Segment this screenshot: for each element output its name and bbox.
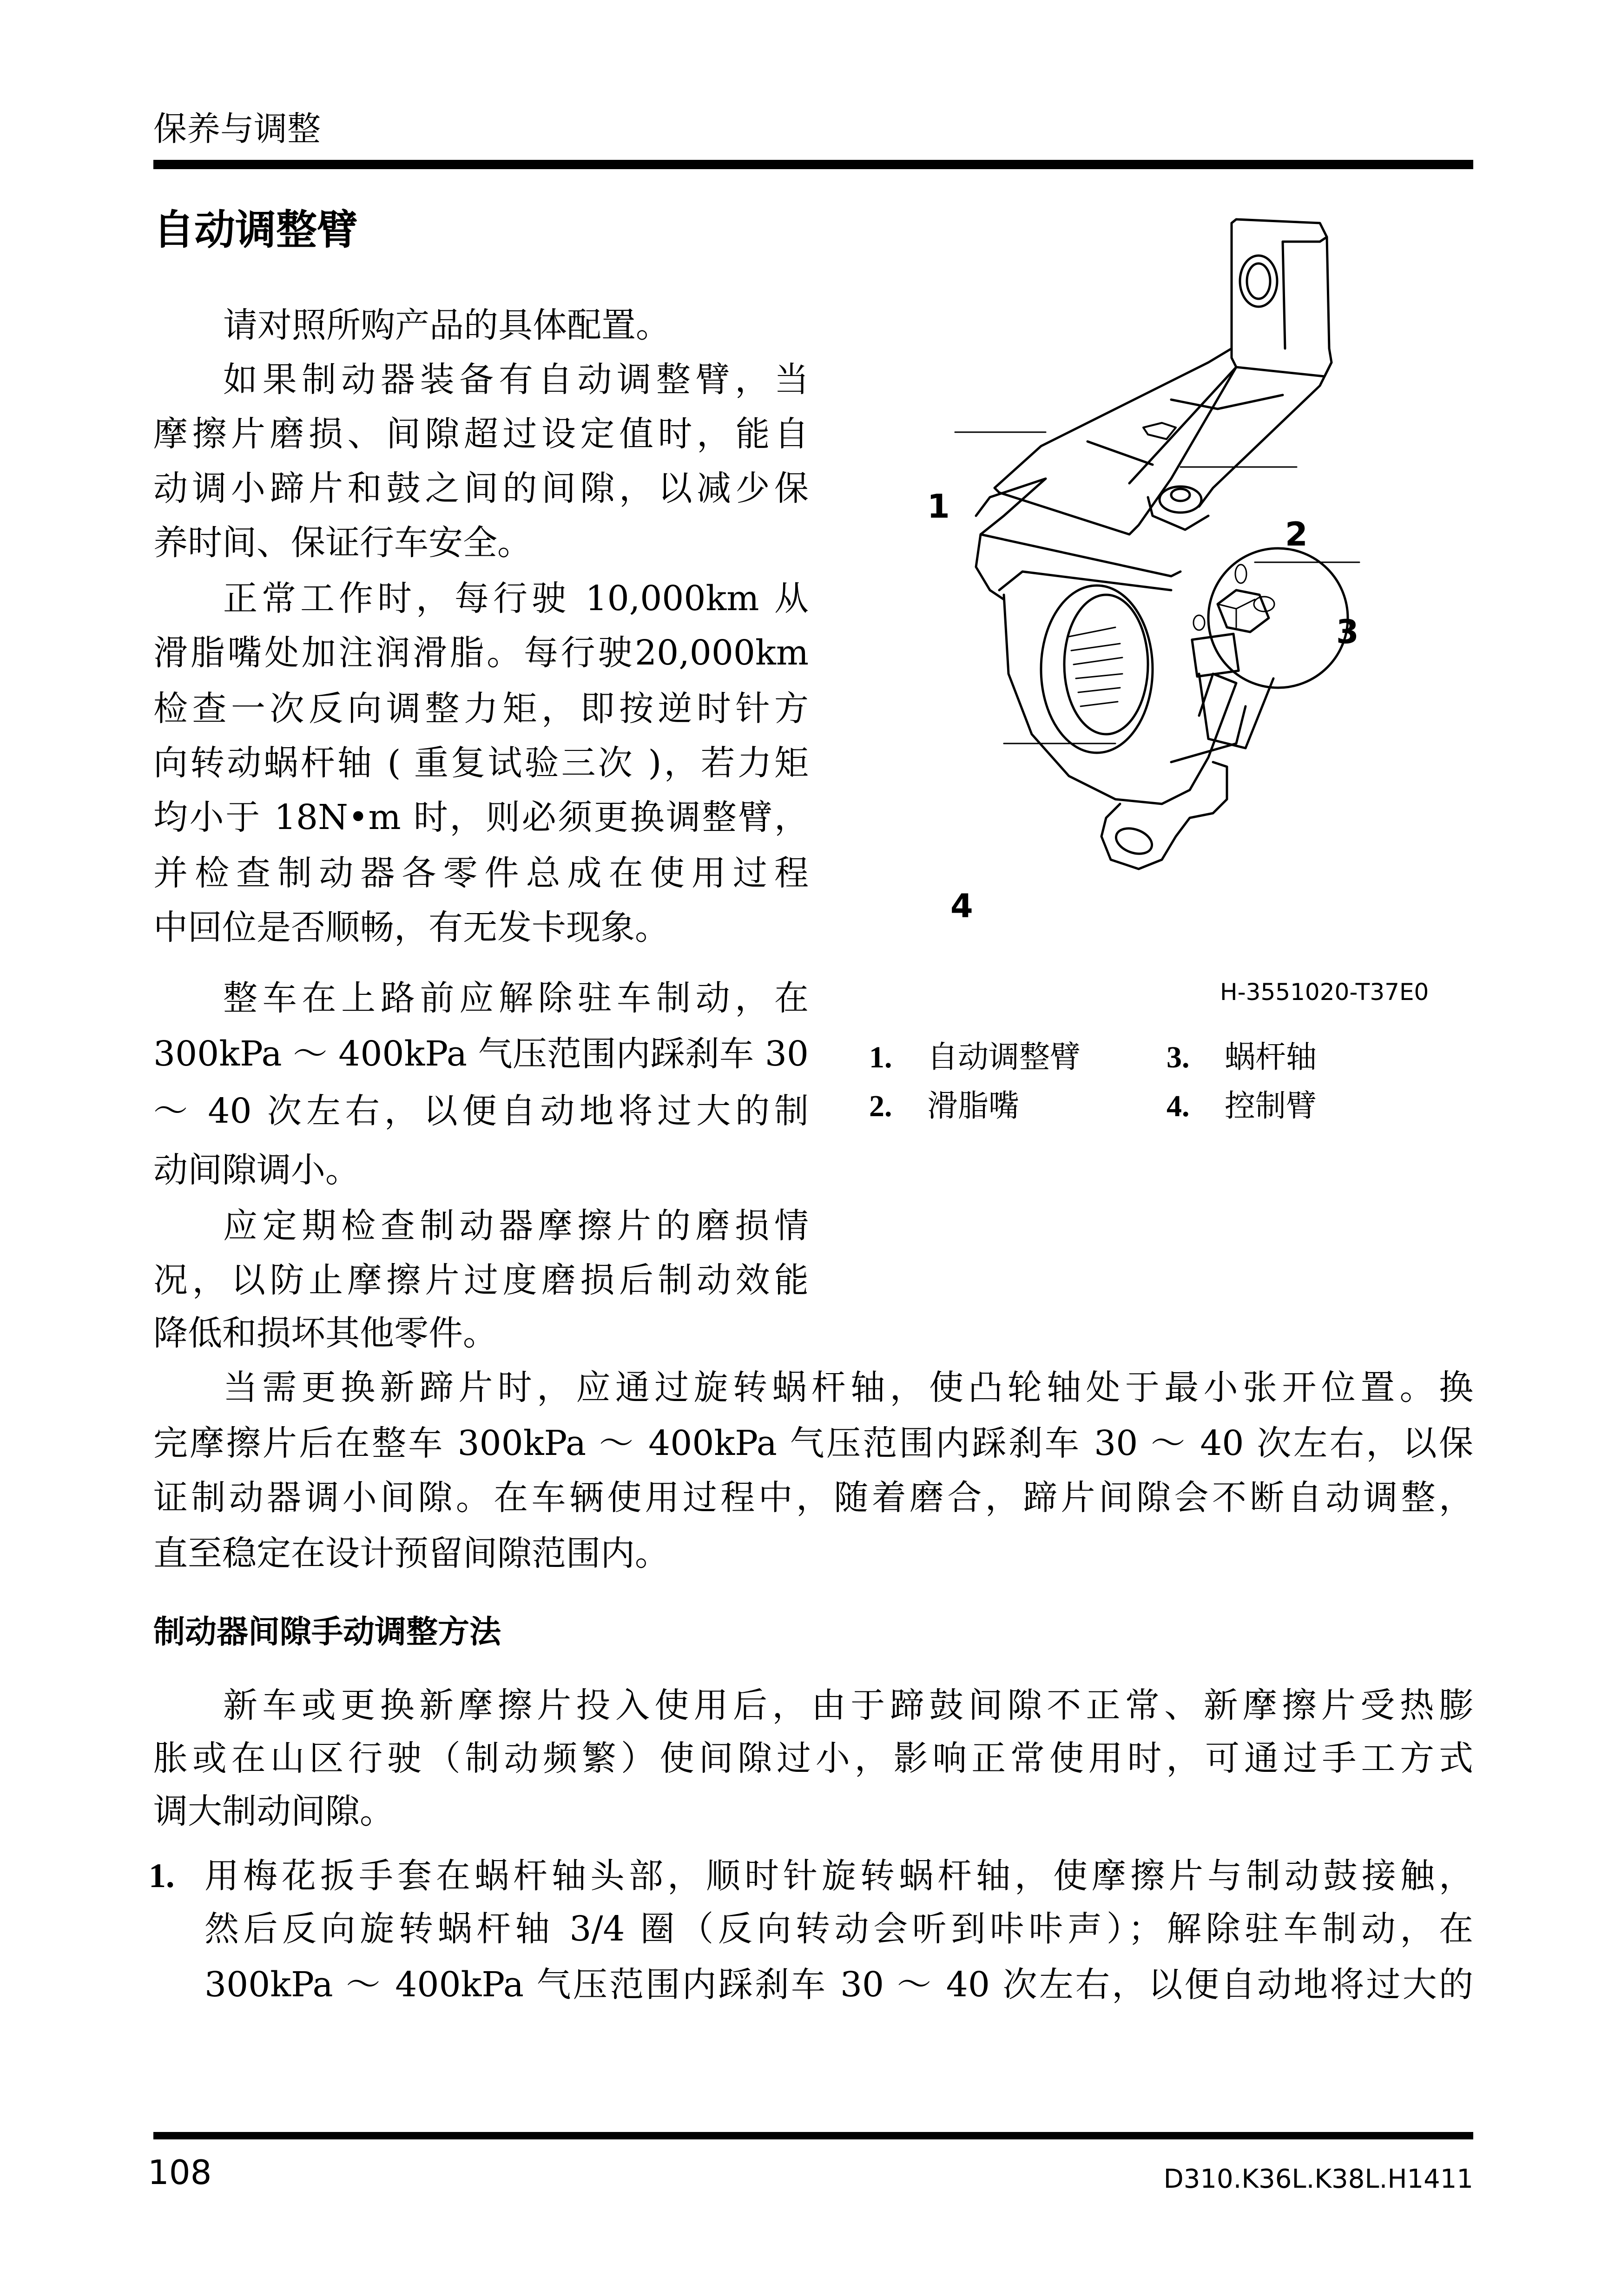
paragraph-line: 况，以防止摩擦片过度磨损后制动效能 xyxy=(153,1260,809,1300)
paragraph-line: 请对照所购产品的具体配置。 xyxy=(223,305,670,345)
running-head: 保养与调整 xyxy=(153,109,321,148)
paragraph-line: 养时间、保证行车安全。 xyxy=(153,523,532,563)
paragraph-line: 新车或更换新摩擦片投入使用后，由于蹄鼓间隙不正常、新摩擦片受热膨 xyxy=(223,1685,1473,1725)
paragraph-line: 整车在上路前应解除驻车制动，在 xyxy=(223,978,809,1018)
figure-code: H-3551020-T37E0 xyxy=(1220,979,1429,1006)
paragraph-line: 动调小蹄片和鼓之间的间隙，以减少保 xyxy=(153,468,809,508)
paragraph-line: 正常工作时，每行驶 10,000km 从 xyxy=(223,579,809,618)
legend-number: 4. xyxy=(1167,1089,1190,1123)
paragraph-line: 向转动蜗杆轴 ( 重复试验三次 )，若力矩 xyxy=(153,743,809,783)
document-code: D310.K36L.K38L.H1411 xyxy=(1163,2164,1473,2194)
legend-item xyxy=(1167,1036,1317,1079)
legend-number: 2. xyxy=(869,1089,892,1123)
footer-rule xyxy=(153,2132,1473,2139)
legend-item xyxy=(869,1036,1081,1079)
grease-nipple xyxy=(1160,487,1201,513)
legend-item xyxy=(869,1085,1019,1127)
paragraph-line: 胀或在山区行驶（制动频繁）使间隙过小，影响正常使用时，可通过手工方式 xyxy=(153,1738,1473,1778)
paragraph-line: 直至稳定在设计预留间隙范围内。 xyxy=(153,1533,669,1573)
paragraph-line: 证制动器调小间隙。在车辆使用过程中，随着磨合，蹄片间隙会不断自动调整， xyxy=(153,1478,1473,1518)
paragraph-line: 完摩擦片后在整车 300kPa ～ 400kPa 气压范围内踩刹车 30 ～ 40 次左右，以保 xyxy=(153,1423,1473,1463)
page-number: 108 xyxy=(148,2153,212,2192)
paragraph-line: 降低和损坏其他零件。 xyxy=(153,1313,497,1353)
legend-number: 1. xyxy=(869,1040,892,1074)
legend-label: 自动调整臂 xyxy=(927,1039,1081,1075)
paragraph-line: 检查一次反向调整力矩，即按逆时针方 xyxy=(153,689,809,729)
paragraph-line: 当需更换新蹄片时，应通过旋转蜗杆轴，使凸轮轴处于最小张开位置。换 xyxy=(223,1368,1473,1408)
worm-cap xyxy=(1208,548,1348,688)
paragraph-line: 滑脂嘴处加注润滑脂。每行驶20,000km xyxy=(153,633,809,673)
paragraph-line: 均小于 18N•m 时，则必须更换调整臂， xyxy=(153,797,809,837)
callout-2: 2 xyxy=(1285,515,1308,553)
legend-label: 滑脂嘴 xyxy=(927,1088,1019,1124)
callout-3: 3 xyxy=(1336,613,1359,651)
header-rule xyxy=(153,160,1473,169)
step-line: 然后反向旋转蜗杆轴 3/4 圈（反向转动会听到咔咔声）；解除驻车制动，在 xyxy=(204,1909,1473,1949)
legend-item xyxy=(1167,1085,1317,1127)
step-number: 1. xyxy=(149,1857,175,1895)
step-line: 用梅花扳手套在蜗杆轴头部，顺时针旋转蜗杆轴，使摩擦片与制动鼓接触， xyxy=(204,1856,1473,1896)
section-heading: 制动器间隙手动调整方法 xyxy=(153,1614,501,1651)
paragraph-line: 调大制动间隙。 xyxy=(153,1791,394,1831)
paragraph-line: 300kPa ～ 400kPa 气压范围内踩刹车 30 xyxy=(153,1034,809,1074)
paragraph-line: 应定期检查制动器摩擦片的磨损情 xyxy=(223,1206,809,1246)
legend-label: 蜗杆轴 xyxy=(1225,1039,1317,1075)
spline-bore xyxy=(1041,586,1153,753)
slack-adjuster-figure xyxy=(911,209,1487,971)
paragraph-line: 动间隙调小。 xyxy=(153,1150,360,1190)
paragraph-line: 并检查制动器各零件总成在使用过程 xyxy=(153,853,809,893)
legend-label: 控制臂 xyxy=(1225,1088,1317,1124)
paragraph-line: ～ 40 次左右，以便自动地将过大的制 xyxy=(153,1091,809,1131)
callout-1: 1 xyxy=(927,487,950,526)
step-line: 300kPa ～ 400kPa 气压范围内踩刹车 30 ～ 40 次左右，以便自动地将过大的 xyxy=(204,1965,1473,2005)
paragraph-line: 中回位是否顺畅，有无发卡现象。 xyxy=(153,908,669,947)
page-title: 自动调整臂 xyxy=(153,206,358,254)
paragraph-line: 摩擦片磨损、间隙超过设定值时，能自 xyxy=(153,414,809,454)
callout-4: 4 xyxy=(950,887,973,925)
paragraph-line: 如果制动器装备有自动调整臂，当 xyxy=(223,360,809,400)
upper-tab xyxy=(1232,219,1332,376)
legend-number: 3. xyxy=(1167,1040,1190,1074)
control-arm xyxy=(1101,762,1227,869)
